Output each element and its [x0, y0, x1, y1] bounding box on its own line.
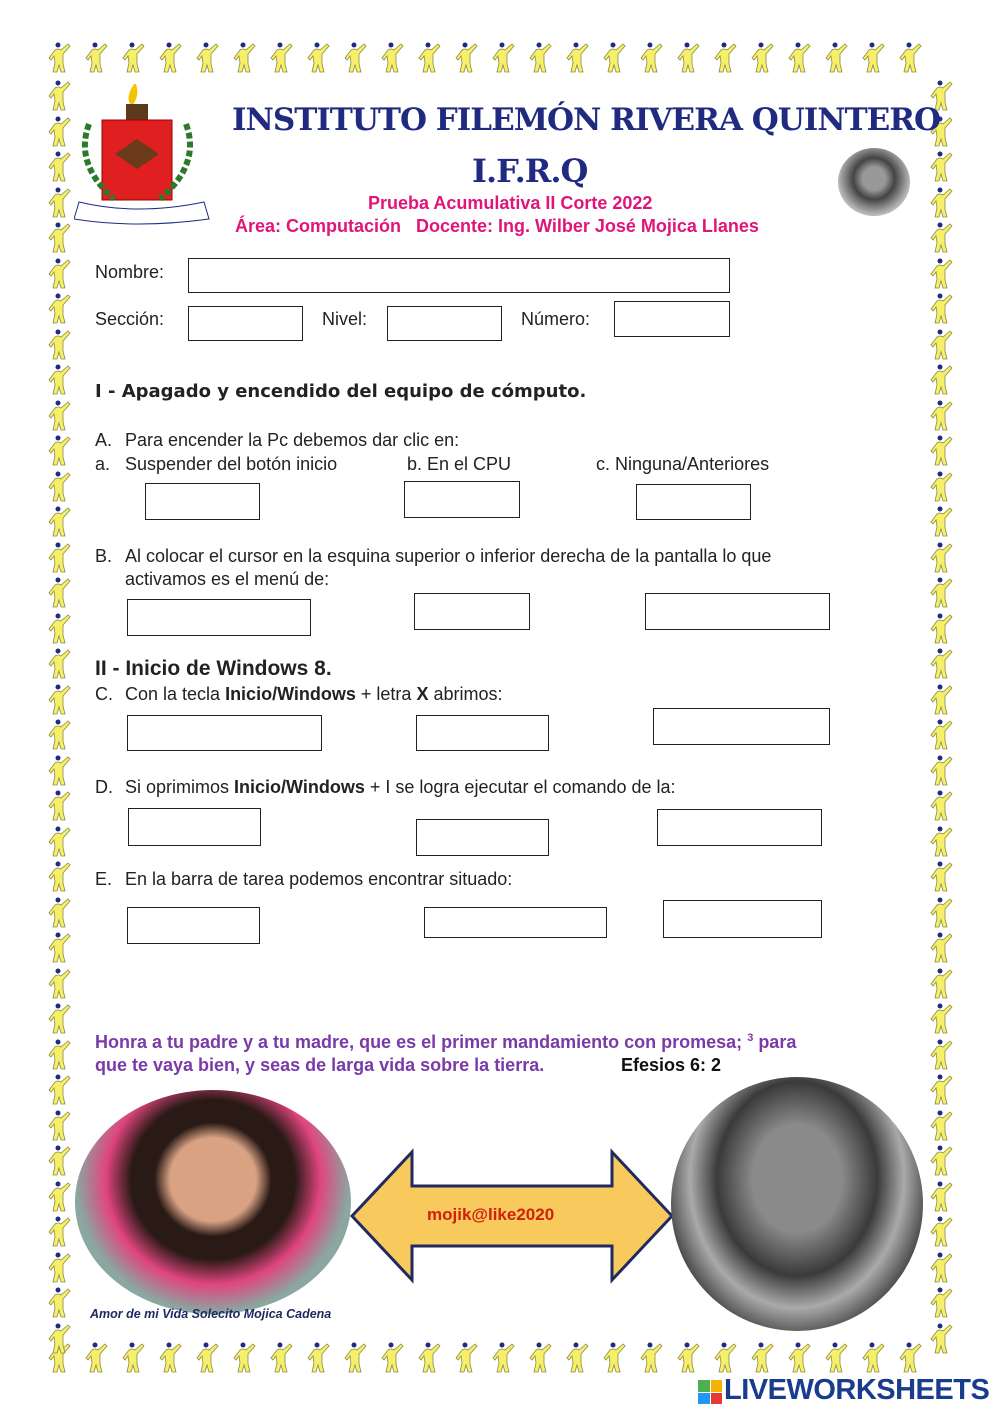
border-figure-icon	[930, 1110, 956, 1142]
border-figure-icon	[381, 1342, 407, 1374]
answer-box-b3[interactable]	[645, 593, 830, 630]
border-figure-icon	[48, 1039, 74, 1071]
option-b-text: b. En el CPU	[407, 454, 512, 474]
border-figure-icon	[307, 42, 333, 74]
border-figure-icon	[640, 1342, 666, 1374]
section-2-heading: II - Inicio de Windows 8.	[95, 657, 332, 680]
border-figure-icon	[48, 258, 74, 290]
exam-title: Prueba Acumulativa II Corte 2022	[368, 193, 653, 213]
number-input[interactable]	[614, 301, 730, 337]
border-figure-icon	[930, 577, 956, 609]
verse-number: 3	[747, 1032, 754, 1044]
answer-box-e1[interactable]	[127, 907, 260, 944]
border-figure-icon	[48, 932, 74, 964]
question-a-text: Para encender la Pc debemos dar clic en:	[125, 430, 460, 450]
answer-box-e2[interactable]	[424, 907, 607, 938]
border-figure-icon	[48, 471, 74, 503]
key-name: Inicio/Windows	[225, 684, 356, 704]
border-figure-icon	[196, 1342, 222, 1374]
border-figure-icon	[930, 1074, 956, 1106]
border-figure-icon	[825, 1342, 851, 1374]
border-figure-icon	[344, 1342, 370, 1374]
section-label: Sección:	[95, 309, 165, 329]
border-figure-icon	[48, 577, 74, 609]
school-crest-logo	[74, 84, 216, 226]
border-figure-icon	[930, 613, 956, 645]
border-figure-icon	[529, 42, 555, 74]
border-figure-icon	[48, 1216, 74, 1248]
border-figure-icon	[48, 187, 74, 219]
border-figure-icon	[751, 42, 777, 74]
border-figure-icon	[85, 42, 111, 74]
border-figure-icon	[48, 826, 74, 858]
border-figure-icon	[48, 42, 74, 74]
answer-box-c2[interactable]	[416, 715, 549, 751]
border-figure-icon	[48, 80, 74, 112]
border-figure-icon	[381, 42, 407, 74]
border-figure-icon	[159, 42, 185, 74]
question-b-line1: Al colocar el cursor en la esquina superior o inferior derecha de la pantalla lo que	[125, 546, 772, 566]
border-figure-icon	[48, 1145, 74, 1177]
border-figure-icon	[307, 1342, 333, 1374]
text: abrimos:	[428, 684, 503, 704]
border-figure-icon	[455, 1342, 481, 1374]
text: Honra a tu padre y a tu madre, que es el primer mandamiento con promesa;	[95, 1032, 748, 1052]
border-figure-icon	[930, 364, 956, 396]
border-figure-icon	[233, 42, 259, 74]
border-figure-icon	[899, 42, 925, 74]
border-figure-icon	[930, 542, 956, 574]
border-figure-icon	[930, 400, 956, 432]
border-figure-icon	[930, 1039, 956, 1071]
border-figure-icon	[48, 755, 74, 787]
question-b-line2: activamos es el menú de:	[125, 569, 330, 589]
border-figure-icon	[122, 1342, 148, 1374]
answer-box-b2[interactable]	[414, 593, 530, 630]
border-figure-icon	[930, 222, 956, 254]
option-c-text: c. Ninguna/Anteriores	[596, 454, 770, 474]
border-figure-icon	[930, 968, 956, 1000]
answer-box-a3[interactable]	[636, 484, 751, 520]
question-c-text	[125, 684, 502, 705]
border-figure-icon	[48, 293, 74, 325]
border-figure-icon	[85, 1342, 111, 1374]
border-figure-icon	[233, 1342, 259, 1374]
section-1-heading: I - Apagado y encendido del equipo de cómputo.	[95, 381, 587, 402]
border-figure-icon	[270, 1342, 296, 1374]
teacher-avatar	[838, 148, 910, 216]
border-figure-icon	[48, 790, 74, 822]
border-figure-icon	[48, 1252, 74, 1284]
border-figure-icon	[788, 42, 814, 74]
question-b-letter: B.	[95, 546, 113, 566]
border-figure-icon	[48, 222, 74, 254]
border-figure-icon	[930, 790, 956, 822]
answer-box-a2[interactable]	[404, 481, 520, 518]
answer-box-d3[interactable]	[657, 809, 822, 846]
border-figure-icon	[862, 1342, 888, 1374]
border-figure-icon	[48, 1110, 74, 1142]
border-figure-icon	[48, 364, 74, 396]
border-figure-icon	[751, 1342, 777, 1374]
border-figure-icon	[788, 1342, 814, 1374]
border-figure-icon	[455, 42, 481, 74]
border-figure-icon	[48, 719, 74, 751]
border-figure-icon	[159, 1342, 185, 1374]
border-figure-icon	[48, 542, 74, 574]
border-figure-icon	[930, 1003, 956, 1035]
text: Si oprimimos	[125, 777, 235, 797]
border-figure-icon	[930, 755, 956, 787]
border-figure-icon	[930, 861, 956, 893]
border-figure-icon	[196, 42, 222, 74]
text: + I se logra ejecutar el comando de la:	[364, 777, 676, 797]
border-figure-icon	[930, 1323, 956, 1355]
school-title: INSTITUTO FILEMÓN RIVERA QUINTERO	[232, 102, 941, 138]
border-figure-icon	[930, 506, 956, 538]
border-figure-icon	[930, 826, 956, 858]
border-figure-icon	[529, 1342, 555, 1374]
border-figure-icon	[930, 897, 956, 929]
border-figure-icon	[48, 329, 74, 361]
question-e-letter: E.	[95, 869, 113, 889]
border-figure-icon	[930, 187, 956, 219]
border-figure-icon	[930, 932, 956, 964]
question-a-letter: A.	[95, 430, 113, 450]
school-acronym: I.F.R.Q	[472, 152, 588, 190]
border-figure-icon	[930, 329, 956, 361]
option-a-letter: a.	[95, 454, 111, 474]
text: Con la tecla	[125, 684, 226, 704]
border-figure-icon	[48, 968, 74, 1000]
border-figure-icon	[930, 1181, 956, 1213]
liveworksheets-logo-icon	[698, 1380, 722, 1404]
level-input[interactable]	[387, 306, 502, 341]
name-input[interactable]	[188, 258, 730, 293]
border-figure-icon	[48, 897, 74, 929]
text: + letra	[355, 684, 417, 704]
border-figure-icon	[48, 151, 74, 183]
border-figure-icon	[48, 116, 74, 148]
border-figure-icon	[930, 1216, 956, 1248]
border-figure-icon	[48, 1287, 74, 1319]
level-label: Nivel:	[322, 309, 368, 329]
border-figure-icon	[930, 1252, 956, 1284]
photo-caption: Amor de mi Vida Solecito Mojica Cadena	[90, 1307, 332, 1321]
teacher-photo	[671, 1077, 923, 1331]
border-figure-icon	[677, 42, 703, 74]
key-name: Inicio/Windows	[234, 777, 365, 797]
answer-box-d1[interactable]	[128, 808, 261, 846]
border-figure-icon	[714, 1342, 740, 1374]
border-figure-icon	[640, 42, 666, 74]
border-figure-icon	[48, 1074, 74, 1106]
border-figure-icon	[48, 506, 74, 538]
border-figure-icon	[48, 613, 74, 645]
option-a-text: Suspender del botón inicio	[125, 454, 338, 474]
child-photo	[75, 1090, 351, 1314]
border-figure-icon	[344, 42, 370, 74]
border-figure-icon	[566, 1342, 592, 1374]
border-figure-icon	[48, 400, 74, 432]
border-figure-icon	[825, 42, 851, 74]
border-figure-icon	[862, 42, 888, 74]
border-figure-icon	[603, 1342, 629, 1374]
border-figure-icon	[48, 1181, 74, 1213]
border-figure-icon	[930, 719, 956, 751]
border-figure-icon	[930, 258, 956, 290]
answer-box-b1[interactable]	[127, 599, 311, 636]
border-figure-icon	[930, 648, 956, 680]
key-letter: X	[416, 684, 429, 704]
border-figure-icon	[603, 42, 629, 74]
border-figure-icon	[48, 435, 74, 467]
border-figure-icon	[930, 471, 956, 503]
border-figure-icon	[418, 1342, 444, 1374]
answer-box-e3[interactable]	[663, 900, 822, 938]
border-figure-icon	[492, 42, 518, 74]
bible-reference: Efesios 6: 2	[621, 1055, 722, 1075]
liveworksheets-brand: LIVEWORKSHEETS	[724, 1374, 990, 1406]
question-d-letter: D.	[95, 777, 113, 797]
answer-box-c3[interactable]	[653, 708, 830, 745]
border-figure-icon	[48, 684, 74, 716]
border-figure-icon	[122, 42, 148, 74]
arrow-label: mojik@like2020	[427, 1205, 555, 1224]
border-figure-icon	[48, 1003, 74, 1035]
area-teacher: Área: Computación Docente: Ing. Wilber José Mojica Llanes	[235, 216, 759, 236]
section-input[interactable]	[188, 306, 303, 341]
border-figure-icon	[899, 1342, 925, 1374]
border-figure-icon	[677, 1342, 703, 1374]
border-figure-icon	[48, 648, 74, 680]
question-c-letter: C.	[95, 684, 113, 704]
answer-box-a1[interactable]	[145, 483, 260, 520]
question-e-text: En la barra de tarea podemos encontrar situado:	[125, 869, 513, 889]
text: para	[753, 1032, 797, 1052]
name-label: Nombre:	[95, 262, 165, 282]
border-figure-icon	[930, 435, 956, 467]
number-label: Número:	[521, 309, 591, 329]
bible-quote-line1	[95, 1032, 796, 1053]
border-figure-icon	[270, 42, 296, 74]
border-figure-icon	[418, 42, 444, 74]
answer-box-d2[interactable]	[416, 819, 549, 856]
border-figure-icon	[930, 684, 956, 716]
border-figure-icon	[930, 1145, 956, 1177]
answer-box-c1[interactable]	[127, 715, 322, 751]
border-figure-icon	[930, 293, 956, 325]
border-figure-icon	[930, 151, 956, 183]
border-figure-icon	[492, 1342, 518, 1374]
border-figure-icon	[48, 1323, 74, 1355]
question-d-text	[125, 777, 676, 798]
border-figure-icon	[930, 1287, 956, 1319]
border-figure-icon	[714, 42, 740, 74]
bible-quote-line2: que te vaya bien, y seas de larga vida sobre la tierra.	[95, 1055, 545, 1075]
border-figure-icon	[566, 42, 592, 74]
border-figure-icon	[48, 861, 74, 893]
